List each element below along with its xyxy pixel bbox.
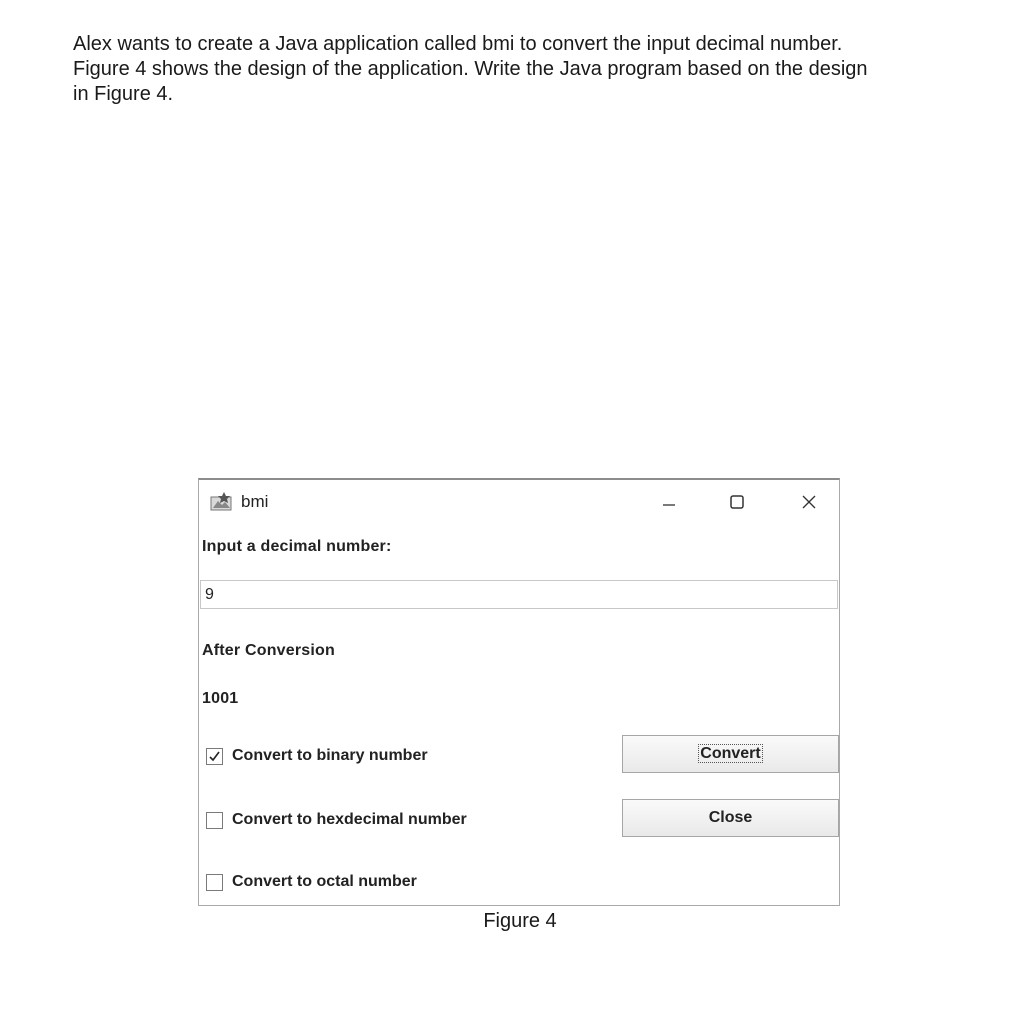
convert-button-label: Convert bbox=[700, 745, 761, 762]
binary-option[interactable] bbox=[206, 747, 428, 765]
hexdecimal-checkbox[interactable] bbox=[206, 812, 223, 829]
after-conversion-label: After Conversion bbox=[202, 642, 335, 659]
conversion-result: 1001 bbox=[202, 690, 239, 707]
question-text bbox=[73, 32, 948, 107]
hexdecimal-option-label: Convert to hexdecimal number bbox=[232, 811, 467, 828]
close-button[interactable] bbox=[622, 799, 839, 837]
check-icon bbox=[208, 750, 221, 763]
window-title: bmi bbox=[241, 492, 269, 511]
binary-option-label: Convert to binary number bbox=[232, 747, 428, 764]
minimize-button[interactable] bbox=[649, 488, 689, 516]
octal-checkbox[interactable] bbox=[206, 874, 223, 891]
close-window-button[interactable] bbox=[789, 488, 829, 516]
binary-checkbox[interactable] bbox=[206, 748, 223, 765]
maximize-icon bbox=[727, 492, 747, 512]
question-line-3: in Figure 4. bbox=[73, 83, 174, 105]
decimal-input[interactable] bbox=[200, 580, 838, 609]
question-line-2: Figure 4 shows the design of the application. Write the Java program based on the design bbox=[73, 58, 868, 80]
bmi-window bbox=[198, 478, 840, 906]
close-button-label: Close bbox=[708, 809, 753, 826]
octal-option-label: Convert to octal number bbox=[232, 873, 417, 890]
figure-caption: Figure 4 bbox=[483, 910, 557, 932]
maximize-button[interactable] bbox=[717, 488, 757, 516]
input-label: Input a decimal number: bbox=[202, 538, 392, 555]
hexdecimal-option[interactable] bbox=[206, 811, 467, 829]
question-line-1: Alex wants to create a Java application called bmi to convert the input decimal number. bbox=[73, 33, 843, 55]
convert-button[interactable] bbox=[622, 735, 839, 773]
octal-option[interactable] bbox=[206, 873, 417, 891]
java-app-icon bbox=[210, 491, 234, 511]
close-icon bbox=[799, 492, 819, 512]
minimize-icon bbox=[659, 492, 679, 512]
title-bar[interactable] bbox=[199, 480, 839, 522]
